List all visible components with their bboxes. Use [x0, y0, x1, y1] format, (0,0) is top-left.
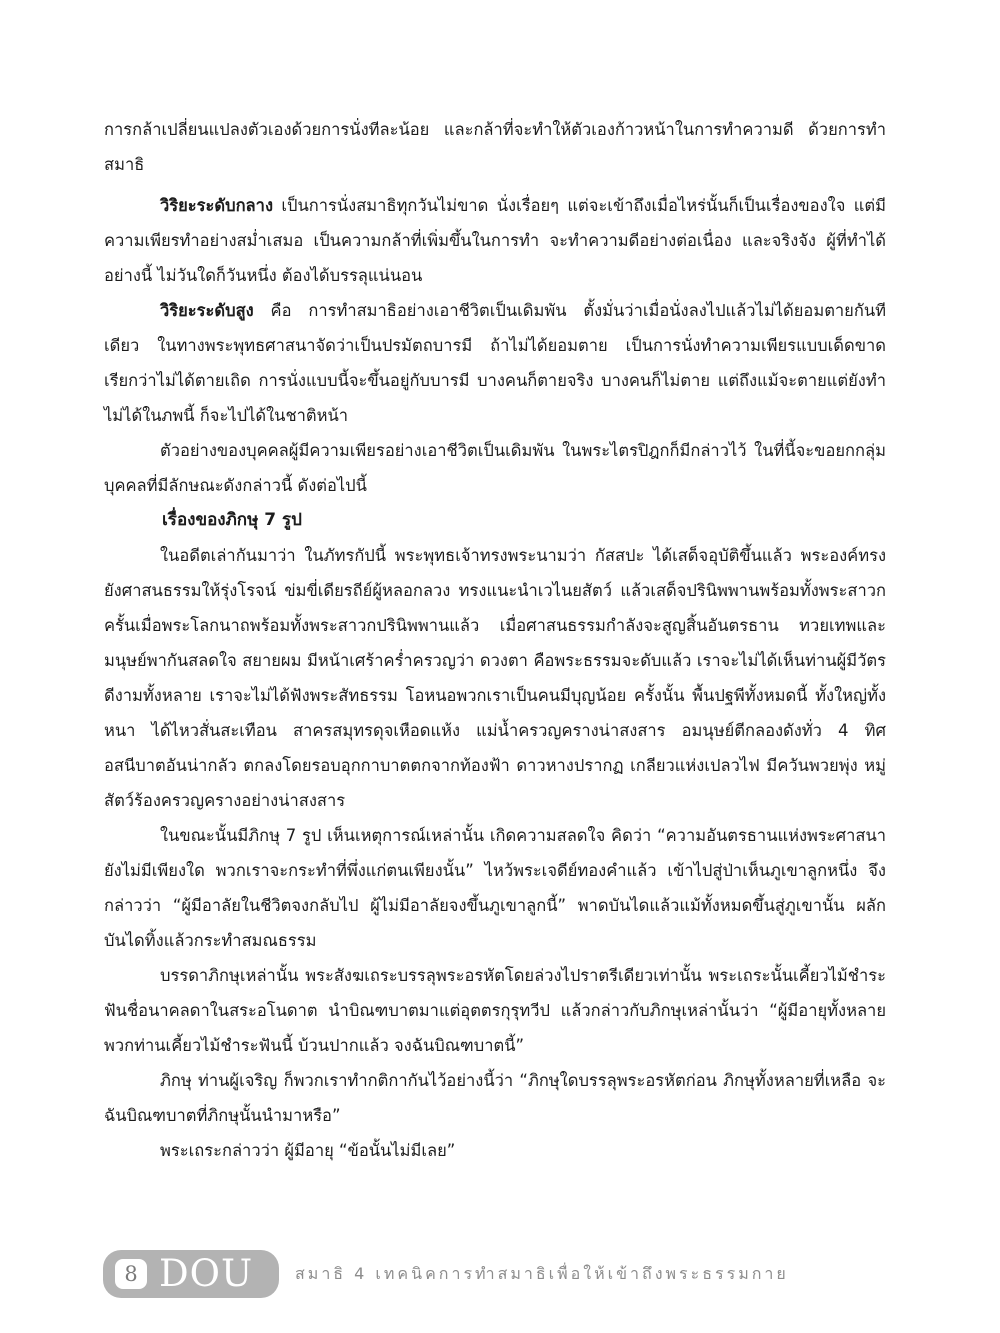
body-text — [104, 112, 886, 1168]
paragraph-continuation: การกล้าเปลี่ยนแปลงตัวเองด้วยการนั่งทีละน้อย และกล้าที่จะทำให้ตัวเองก้าวหน้าในการทำความดี ด้วยการทำสมาธิ — [104, 120, 886, 174]
term-middle-effort: วิริยะระดับกลาง — [160, 196, 273, 215]
page-footer — [103, 1250, 903, 1298]
paragraph-high-effort — [104, 293, 886, 433]
paragraph-high-effort-text: คือ การทำสมาธิอย่างเอาชีวิตเป็นเดิมพัน ตั้งมั่นว่าเมื่อนั่งลงไปแล้วไม่ได้ยอมตายกันทีเดียว ในทางพระพุทธศาสนาจัดว่าเป็นปรมัตถบารมี ถ้าไม่ได้ยอมตาย เป็นการนั่งทำความเพียรแบบเด็ดขาด เรียกว่าไม่ได้ตายเถิด การนั่งแบบนี้จะขึ้นอยู่กับบารมี บางคนก็ตายจริง บางคนก็ไม่ตาย แต่ถึงแม้จะตายแต่ยังทำไม่ได้ในภพนี้ ก็จะไปได้ในชาติหน้า — [104, 301, 886, 425]
section-heading: เรื่องของภิกษุ 7 รูป — [162, 510, 302, 530]
running-title: สมาธิ 4 เทคนิคการทำสมาธิเพื่อให้เข้าถึงพระธรรมกาย — [295, 1264, 789, 1283]
paragraph-examples-intro: ตัวอย่างของบุคคลผู้มีความเพียรอย่างเอาชีวิตเป็นเดิมพัน ในพระไตรปิฎกก็มีกล่าวไว้ ในที่นี้จะขอยกกลุ่มบุคคลที่มีลักษณะดังกล่าวนี้ ดังต่อไปนี้ — [104, 441, 886, 495]
paragraph-elder-reply: พระเถระกล่าวว่า ผู้มีอายุ “ข้อนั้นไม่มีเลย” — [160, 1141, 456, 1160]
page-number: 8 — [115, 1259, 147, 1289]
paragraph-middle-effort-text: เป็นการนั่งสมาธิทุกวันไม่ขาด นั่งเรื่อยๆ แต่จะเข้าถึงเมื่อไหร่นั้นก็เป็นเรื่องของใจ แต่มีความเพียรทำอย่างสม่ำเสมอ เป็นความกล้าที่เพิ่มขึ้นในการทำ จะทำความดีอย่างต่อเนื่อง และจริงจัง ผู้ที่ทำได้อย่างนี้ ไม่วันใดก็วันหนึ่ง ต้องได้บรรลุแน่นอน — [104, 196, 886, 285]
brand-logo: DOU — [159, 1252, 254, 1295]
paragraph-middle-effort — [104, 188, 886, 293]
paragraph-elder-arahant: บรรดาภิกษุเหล่านั้น พระสังฆเถระบรรลุพระอรหัตโดยล่วงไปราตรีเดียวเท่านั้น พระเถระนั้นเคี้ยวไม้ชำระฟันชื่อนาคลดาในสระอโนดาต นำบิณฑบาตมาแต่อุตตรกุรุทวีป แล้วกล่าวกับภิกษุเหล่านั้นว่า “ผู้มีอายุทั้งหลาย พวกท่านเคี้ยวไม้ชำระฟันนี้ บ้วนปากแล้ว จงฉันบิณฑบาตนี้” — [104, 966, 886, 1055]
footer-badge — [103, 1250, 279, 1298]
paragraph-story-past: ในอดีตเล่ากันมาว่า ในภัทรกัปนี้ พระพุทธเจ้าทรงพระนามว่า กัสสปะ ได้เสด็จอุบัติขึ้นแล้ว พระองค์ทรงยังศาสนธรรมให้รุ่งโรจน์ ข่มขี่เดียรถีย์ผู้หลอกลวง ทรงแนะนำเวไนยสัตว์ แล้วเสด็จปรินิพพานพร้อมทั้งพระสาวก ครั้นเมื่อพระโลกนาถพร้อมทั้งพระสาวกปรินิพพานแล้ว เมื่อศาสนธรรมกำลังจะสูญสิ้นอันตรธาน ทวยเทพและมนุษย์พากันสลดใจ สยายผม มีหน้าเศร้าคร่ำครวญว่า ดวงตา คือพระธรรมจะดับแล้ว เราจะไม่ได้เห็นท่านผู้มีวัตรดีงามทั้งหลาย เราจะไม่ได้ฟังพระสัทธรรม โอหนอพวกเราเป็นคนมีบุญน้อย ครั้งนั้น พื้นปฐพีทั้งหมดนี้ ทั้งใหญ่ทั้งหนา ได้ไหวสั่นสะเทือน สาครสมุทรดุจเหือดแห้ง แม่น้ำครวญครางน่าสงสาร อมนุษย์ตีกลองดังทั่ว 4 ทิศ อสนีบาตอันน่ากลัว ตกลงโดยรอบอุกกาบาตตกจากท้องฟ้า ดาวหางปรากฏ เกลียวแห่งเปลวไฟ มีควันพวยพุ่ง หมู่สัตว์ร้องครวญครางอย่างน่าสงสาร — [104, 546, 886, 810]
paragraph-monks-reply: ภิกษุ ท่านผู้เจริญ ก็พวกเราทำกติกากันไว้อย่างนี้ว่า “ภิกษุใดบรรลุพระอรหัตก่อน ภิกษุทั้งหลายที่เหลือ จะฉันบิณฑบาตที่ภิกษุนั้นนำมาหรือ” — [104, 1071, 886, 1125]
paragraph-seven-monks: ในขณะนั้นมีภิกษุ 7 รูป เห็นเหตุการณ์เหล่านั้น เกิดความสลดใจ คิดว่า “ความอันตรธานแห่งพระศาสนายังไม่มีเพียงใด พวกเราจะกระทำที่พึ่งแก่ตนเพียงนั้น” ไหว้พระเจดีย์ทองคำแล้ว เข้าไปสู่ป่าเห็นภูเขาลูกหนึ่ง จึงกล่าวว่า “ผู้มีอาลัยในชีวิตจงกลับไป ผู้ไม่มีอาลัยจงขึ้นภูเขาลูกนี้” พาดบันไดแล้วแม้ทั้งหมดขึ้นสู่ภูเขานั้น ผลักบันไดทิ้งแล้วกระทำสมณธรรม — [104, 826, 886, 950]
term-high-effort: วิริยะระดับสูง — [160, 301, 254, 320]
